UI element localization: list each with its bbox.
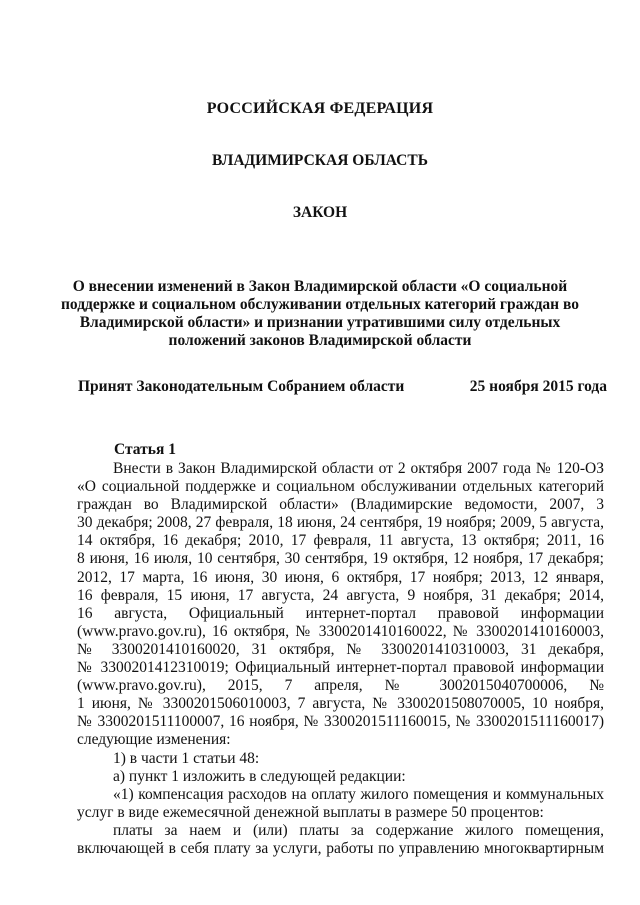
article-body (77, 460, 604, 858)
country-heading: РОССИЙСКАЯ ФЕДЕРАЦИЯ (206, 100, 434, 117)
article-title: Статья 1 (114, 441, 176, 458)
title-line: Владимирской области» и признании утратившими силу отдельных (79, 314, 561, 331)
body-line: 16 февраля, 15 июня, 17 августа, 24 августа, 9 ноября, 31 декабря; 2014, (77, 586, 604, 604)
body-line: 8 июня, 16 июля, 10 сентября, 30 сентября, 19 октября, 12 ноября, 17 декабря; (77, 550, 604, 568)
body-line: 1 июня, № 3300201506010003, 7 августа, № 3300201508070005, 10 ноября, (77, 695, 604, 713)
body-line: 2012, 17 марта, 16 июня, 30 июня, 6 октября, 17 ноября; 2013, 12 января, (77, 568, 604, 586)
doc-type-heading: ЗАКОН (292, 204, 348, 221)
adopted-date: 25 ноября 2015 года (469, 378, 607, 395)
body-line: услуг в виде ежемесячной денежной выплаты в размере 50 процентов: (77, 803, 544, 821)
title-line: О внесении изменений в Закон Владимирской области «О социальной (72, 278, 568, 295)
body-line: следующие изменения: (77, 731, 231, 749)
body-line: № 3300201410160020, 31 октября, № 3300201410310003, 31 декабря, (77, 640, 604, 658)
body-line: (www.pravo.gov.ru), 16 октября, № 3300201410160022, № 3300201410160003, (77, 622, 604, 640)
body-line: № 3300201412310019; Официальный интернет-портал правовой информации (77, 659, 604, 677)
region-heading: ВЛАДИМИРСКАЯ ОБЛАСТЬ (212, 152, 428, 169)
body-line: граждан во Владимирской области» (Владимирские ведомости, 2007, 3 (77, 496, 604, 514)
law-title (60, 278, 580, 350)
body-line: 30 декабря; 2008, 27 февраля, 18 июня, 24 сентября, 19 ноября; 2009, 5 августа, (77, 514, 604, 532)
body-line: «1) компенсация расходов на оплату жилого помещения и коммунальных (113, 785, 604, 803)
body-line: «О социальной поддержке и социальном обслуживании отдельных категорий (77, 478, 604, 496)
body-line: Внести в Закон Владимирской области от 2 октября 2007 года № 120-ОЗ (113, 460, 604, 477)
body-line: № 3300201511100007, 16 ноября, № 3300201511160015, № 3300201511160017) (77, 713, 604, 731)
body-line: включающей в себя плату за услуги, работы по управлению многоквартирным (77, 839, 604, 857)
adopted-by: Принят Законодательным Собранием области (78, 378, 405, 395)
body-line: (www.pravo.gov.ru), 2015, 7 апреля, № 3002015040700006, № (77, 677, 604, 695)
body-line: 14 октября, 16 декабря; 2010, 17 февраля, 11 августа, 13 октября; 2011, 16 (77, 532, 604, 550)
title-line: поддержке и социальном обслуживании отдельных категорий граждан во (60, 296, 579, 313)
body-line: 1) в части 1 статьи 48: (113, 749, 260, 767)
title-line: положений законов Владимирской области (168, 332, 472, 349)
body-line: платы за наем и (или) платы за содержание жилого помещения, (113, 821, 604, 839)
body-line: а) пункт 1 изложить в следующей редакции: (113, 767, 406, 785)
body-line: 16 августа, Официальный интернет-портал правовой информации (77, 604, 604, 622)
